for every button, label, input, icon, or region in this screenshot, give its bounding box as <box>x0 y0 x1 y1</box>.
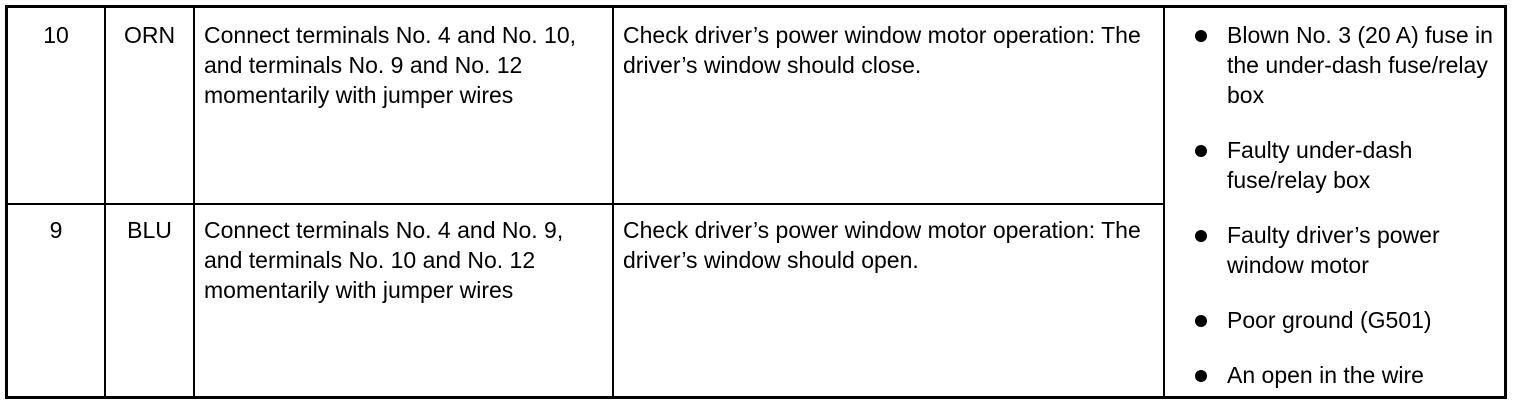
column-divider <box>193 8 195 396</box>
column-divider <box>104 8 106 396</box>
row-1-wire-color: ORN <box>123 22 176 48</box>
bullet-icon <box>1195 145 1207 157</box>
bullet-icon <box>1195 30 1207 42</box>
diagnostic-table <box>5 5 1507 399</box>
bullet-icon <box>1195 315 1207 327</box>
cause-text: Blown No. 3 (20 A) fuse in the under-dash fuse/relay box <box>1227 22 1493 108</box>
cause-text: Faulty under-dash fuse/relay box <box>1227 137 1413 193</box>
cause-item <box>1191 305 1506 335</box>
cause-item <box>1191 220 1506 280</box>
cause-text: Faulty driver’s power window motor <box>1227 222 1440 278</box>
cause-item <box>1191 135 1506 195</box>
cause-item <box>1191 20 1506 110</box>
row-2-wire-color: BLU <box>127 217 172 243</box>
possible-causes-list <box>1191 20 1506 390</box>
cause-item <box>1191 360 1506 390</box>
column-divider <box>1163 8 1165 396</box>
row-2-terminal: 9 <box>49 217 63 243</box>
bullet-icon <box>1195 230 1207 242</box>
row-divider <box>8 203 1165 205</box>
column-divider <box>612 8 614 396</box>
cause-text: An open in the wire <box>1227 362 1424 388</box>
cause-text: Poor ground (G501) <box>1227 307 1432 333</box>
row-1-terminal: 10 <box>43 22 69 48</box>
row-1-test-result: Check driver’s power window motor operation: The driver’s window should close. <box>623 22 1141 78</box>
row-1-test-condition: Connect terminals No. 4 and No. 10, and terminals No. 9 and No. 12 momentarily with jumper wires <box>204 22 577 108</box>
row-2-test-result: Check driver’s power window motor operation: The driver’s window should open. <box>623 217 1141 273</box>
bullet-icon <box>1195 370 1207 382</box>
row-2-test-condition: Connect terminals No. 4 and No. 9, and terminals No. 10 and No. 12 momentarily with jumper wires <box>204 217 564 303</box>
